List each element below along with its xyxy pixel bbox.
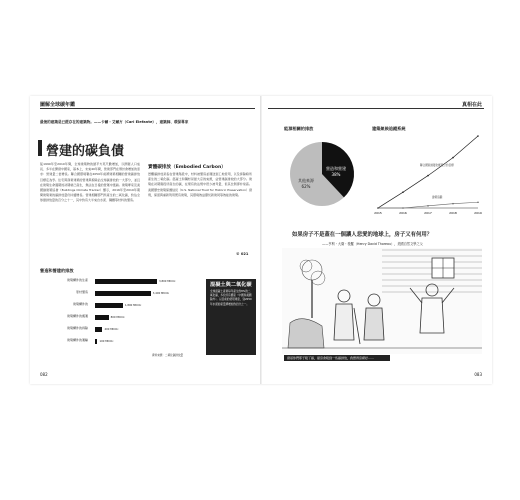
bar-value: 1,800 MtCO₂ bbox=[124, 304, 142, 307]
title-marker bbox=[38, 140, 42, 156]
sidebar-title: 混凝土與二氧化碳 bbox=[210, 282, 252, 288]
header-rule-right bbox=[268, 108, 484, 109]
x-tick-label: 2016 bbox=[399, 211, 407, 215]
body-column-1: 從1990年至2010年間，全球建築物的總平方英尺數增加，以開發人口成長、多半在開發中國家，基本上，未來40年間，營建部門在預計會增加的需求：營建量二倍增長。聯合國環境署在2050年前將建築相關的營建碳排放目標定為零。住宅與商業建築的營建與拆除佔全球碳排放的一大部分，並且在建築生命週期的初期就已產生，無法在日後的營運中抵銷。建築專家及美國綠建築協會（Buildings Climate Tracker）顯示，2016年至2019年期間建築業的碳排放量仍持續增長。營建相關部門所產生的二氧化碳，約佔全球總排放量的百分之十一，其中約有大半來自水泥、鋼鐵等材料的製造。 bbox=[40, 162, 140, 203]
series-line bbox=[378, 136, 478, 208]
bar bbox=[95, 291, 151, 296]
series-point bbox=[427, 175, 429, 177]
bar bbox=[95, 327, 102, 332]
bar-label: 建築構件的搬運 bbox=[66, 314, 88, 318]
bar-value: 100 MtCO₂ bbox=[99, 340, 114, 343]
subhead-embodied-carbon: 實體碳排放（Embodied Carbon） bbox=[148, 165, 226, 170]
header-rule bbox=[40, 108, 255, 109]
cartoon-illustration bbox=[282, 248, 482, 354]
pie-value-construction: 38% bbox=[331, 172, 341, 177]
chart-source: 資料來源：二氧化碳排放量 bbox=[152, 354, 184, 357]
x-tick-label: 2018 bbox=[449, 211, 457, 215]
bar-value: 3,400 MtCO₂ bbox=[152, 292, 170, 295]
bar-value: 400 MtCO₂ bbox=[104, 328, 119, 331]
running-header-left: 圖解全球碳年鑑 bbox=[40, 102, 76, 108]
body-column-2: 實體碳排放是指在營建階段中，材料被製造並運送到工地使用，以及拆除時所產生的二氧化碳。混凝土和鋼材是最大宗的來源，佔營建碳排放的大部分。建築在初期階段所產生的碳，在現有的法規中很少被考量，但其比例卻非常高。美國歷史建築保護信託（U.S. National Trust for Historic Preservation）發現，保留與重新利用既有建築，其環境效益優於新建同等效能的建築。 bbox=[148, 172, 252, 197]
bar-value: 800 MtCO₂ bbox=[110, 316, 125, 319]
pie-label-other: 其他來源 bbox=[298, 178, 314, 183]
series-point bbox=[402, 191, 404, 193]
bar-row bbox=[40, 302, 205, 309]
series-point bbox=[452, 157, 454, 159]
sidebar-body: 全球混凝土產業每年產生約8%的二氧化碳，多於所有國家（中國和美國除外）。以目前的使用速度，到2050年水泥的產量將增加約四分之一。 bbox=[210, 290, 252, 306]
left-page bbox=[30, 96, 260, 384]
bar-row bbox=[40, 338, 205, 345]
section-title: 營建的碳負債 bbox=[46, 144, 125, 159]
bar-label: 建築構件的 bbox=[72, 302, 88, 306]
bar-value: 3,800 MtCO₂ bbox=[159, 280, 176, 283]
series-point bbox=[452, 203, 454, 205]
bar-row bbox=[40, 290, 205, 297]
series-point bbox=[427, 205, 429, 207]
series-point bbox=[477, 201, 479, 203]
bar bbox=[95, 339, 97, 344]
reference-mark: © 021 bbox=[236, 252, 249, 256]
series-label: 建築追蹤 bbox=[432, 196, 443, 199]
bar-row bbox=[40, 278, 205, 285]
series-point bbox=[477, 135, 479, 137]
cartoon-question: 如果房子不是蓋在一個讓人悲愛的地球上，房子又有何用？ bbox=[292, 232, 433, 238]
series-point bbox=[377, 207, 379, 209]
bar-label: 建築構件的生產 bbox=[66, 278, 88, 282]
pie-value-other: 62% bbox=[301, 184, 311, 189]
bar-row bbox=[40, 326, 205, 333]
x-tick-label: 2017 bbox=[424, 211, 432, 215]
page-number-right: 083 bbox=[474, 372, 482, 377]
bar-label: 建築構件的拆除 bbox=[66, 326, 88, 330]
x-tick-label: 2019 bbox=[474, 211, 482, 215]
line-chart-title: 建築氣候追蹤系統 bbox=[372, 126, 406, 131]
bar bbox=[95, 279, 157, 284]
bar-chart bbox=[30, 278, 200, 358]
x-tick-label: 2015 bbox=[374, 211, 382, 215]
pie-label-construction: 營造和營建 bbox=[326, 166, 346, 171]
book-spread bbox=[30, 96, 492, 384]
series-point bbox=[402, 207, 404, 209]
bar-row bbox=[40, 314, 205, 321]
bar-label: 建築構件的運輸 bbox=[66, 338, 88, 342]
series-label: 聯合國氣候變化框架公約目標 bbox=[420, 164, 454, 167]
bar-label: 原材製造 bbox=[75, 290, 88, 294]
page-number-left: 082 bbox=[40, 372, 48, 377]
running-header-right: 真相在此 bbox=[461, 102, 482, 108]
line-chart bbox=[370, 132, 486, 218]
sidebar-box bbox=[206, 279, 256, 355]
pie-chart bbox=[282, 134, 362, 214]
cartoon-attribution: ——亨利・大衛・梭羅（Henry David Thoreau），美國自然文學之父 bbox=[322, 242, 423, 246]
epigraph-quote: 最後的建築是已經存在的建築物。——卡爾・艾爾方（Carl Elefante），建築師、環保專家 bbox=[40, 120, 189, 124]
bar bbox=[95, 303, 123, 308]
bar-chart-title: 營造和營建的排放 bbox=[40, 268, 74, 273]
cartoon-caption: 發哥你們那子吸了碳，提這會吸到一些碳排放，我覺得這樣好…… bbox=[284, 355, 390, 361]
pie-chart-title: 能源相關的排放 bbox=[284, 126, 314, 131]
right-page bbox=[262, 96, 492, 384]
bar bbox=[95, 315, 109, 320]
